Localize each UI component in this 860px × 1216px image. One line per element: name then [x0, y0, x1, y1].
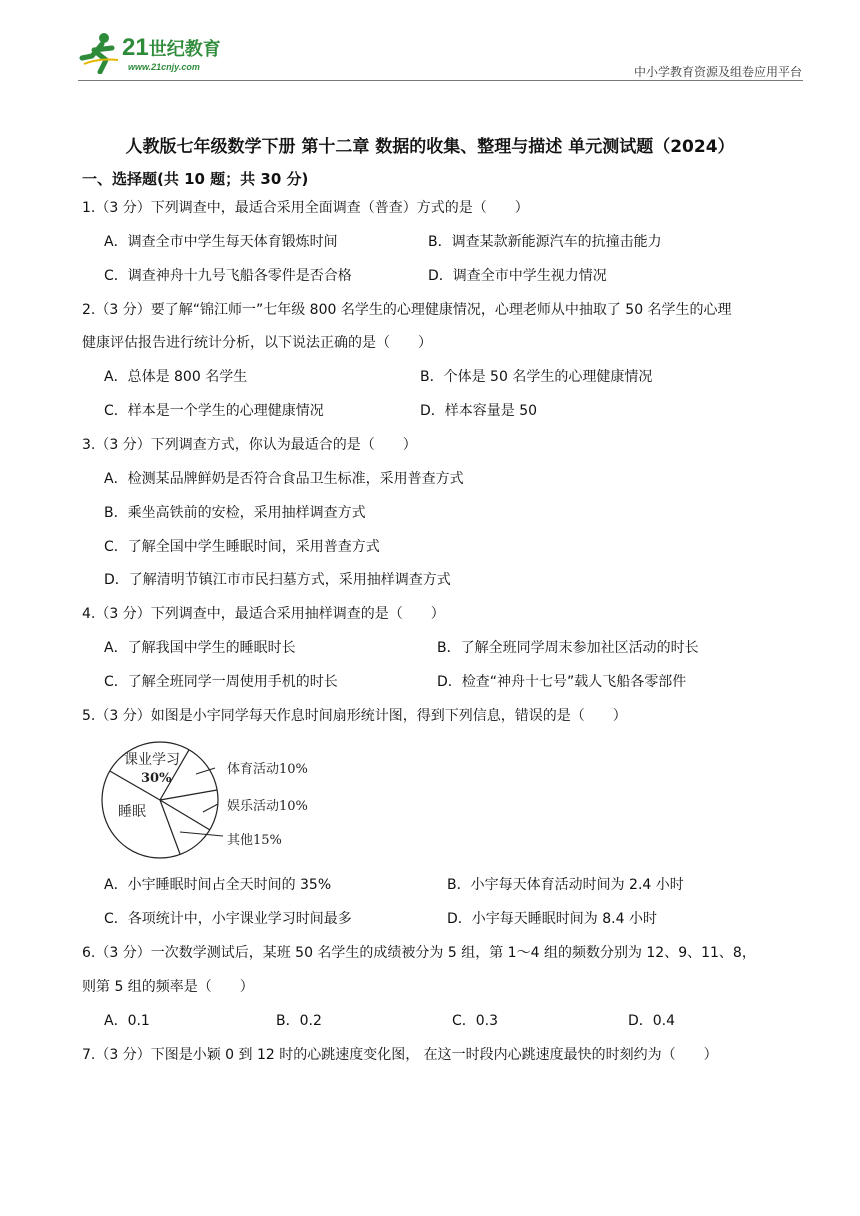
pie-label-other: 其他15%: [227, 833, 282, 848]
q2-option-d[interactable]: D．样本容量是 50: [420, 403, 538, 419]
q4-option-d[interactable]: D．检查“神舟十七号”载人飞船各零部件: [437, 674, 687, 690]
page-title: 人教版七年级数学下册 第十二章 数据的收集、整理与描述 单元测试题（2024）: [125, 137, 735, 157]
q4-option-b[interactable]: B．了解全班同学周末参加社区活动的时长: [437, 640, 699, 656]
q2-option-c[interactable]: C．样本是一个学生的心理健康情况: [104, 403, 324, 419]
time-pie-chart: [100, 740, 340, 860]
header-divider: [78, 80, 803, 81]
pie-label-study-pct: 30%: [141, 771, 172, 786]
logo-text: 21世纪教育: [122, 34, 221, 61]
q5-option-d[interactable]: D．小宇每天睡眠时间为 8.4 小时: [447, 911, 657, 927]
q5-option-c[interactable]: C．各项统计中，小宇课业学习时间最多: [104, 911, 352, 927]
q6-option-b[interactable]: B．0.2: [276, 1013, 322, 1029]
question-6-stem-line2: 则第 5 组的频率是（ ）: [82, 979, 254, 995]
other-leader-line: [180, 832, 223, 836]
sport-leader-line: [196, 768, 215, 774]
pie-label-study: 课业学习: [124, 752, 180, 768]
q3-option-d[interactable]: D．了解清明节镇江市市民扫墓方式，采用抽样调查方式: [104, 572, 451, 588]
pie-divider-3: [160, 800, 210, 830]
q6-option-d[interactable]: D．0.4: [628, 1013, 676, 1029]
section-heading: 一、选择题(共 10 题；共 30 分): [82, 170, 309, 188]
q3-option-c[interactable]: C．了解全国中学生睡眠时间，采用普查方式: [104, 539, 380, 555]
q1-option-a[interactable]: A．调查全市中学生每天体育锻炼时间: [104, 234, 338, 250]
platform-caption: 中小学教育资源及组卷应用平台: [633, 65, 802, 79]
q4-option-a[interactable]: A．了解我国中学生的睡眠时长: [104, 640, 296, 656]
q1-option-c[interactable]: C．调查神舟十九号飞船各零件是否合格: [104, 268, 352, 284]
q4-option-c[interactable]: C．了解全班同学一周使用手机的时长: [104, 674, 338, 690]
q6-option-a[interactable]: A．0.1: [104, 1013, 150, 1029]
question-7-stem: 7.（3 分）下图是小颖 0 到 12 时的心跳速度变化图， 在这一时段内心跳速度最快的时刻约为（ ）: [82, 1047, 718, 1063]
pie-label-sport: 体育活动10%: [227, 762, 308, 777]
pie-label-fun: 娱乐活动10%: [227, 799, 308, 814]
question-4-stem: 4.（3 分）下列调查中，最适合采用抽样调查的是（ ）: [82, 606, 445, 622]
pie-label-sleep: 睡眠: [118, 804, 146, 820]
q3-option-a[interactable]: A．检测某品牌鲜奶是否符合食品卫生标准，采用普查方式: [104, 471, 464, 487]
q1-option-b[interactable]: B．调查某款新能源汽车的抗撞击能力: [428, 234, 662, 250]
q2-option-b[interactable]: B．个体是 50 名学生的心理健康情况: [420, 369, 653, 385]
q6-option-c[interactable]: C．0.3: [452, 1013, 499, 1029]
q3-option-b[interactable]: B．乘坐高铁前的安检，采用抽样调查方式: [104, 505, 366, 521]
fun-leader-line: [203, 804, 218, 812]
logo-url: www.21cnjy.com: [128, 62, 200, 72]
q5-option-a[interactable]: A．小宇睡眠时间占全天时间的 35%: [104, 877, 332, 893]
q5-option-b[interactable]: B．小宇每天体育活动时间为 2.4 小时: [447, 877, 684, 893]
q2-option-a[interactable]: A．总体是 800 名学生: [104, 369, 248, 385]
site-logo: [78, 30, 268, 78]
question-3-stem: 3.（3 分）下列调查方式，你认为最适合的是（ ）: [82, 437, 417, 453]
pie-divider-4: [160, 800, 180, 854]
question-5-stem: 5.（3 分）如图是小宇同学每天作息时间扇形统计图，得到下列信息，错误的是（ ）: [82, 708, 627, 724]
page-header: [0, 0, 860, 84]
question-6-stem-line1: 6.（3 分）一次数学测试后，某班 50 名学生的成绩被分为 5 组，第 1～4 组的频数分别为 12、9、11、8，: [82, 945, 756, 961]
pie-divider-2: [160, 790, 217, 800]
question-2-stem-line2: 健康评估报告进行统计分析，以下说法正确的是（ ）: [82, 335, 432, 351]
question-1-stem: 1.（3 分）下列调查中，最适合采用全面调查（普查）方式的是（ ）: [82, 200, 529, 216]
q1-option-d[interactable]: D．调查全市中学生视力情况: [428, 268, 607, 284]
question-2-stem-line1: 2.（3 分）要了解“锦江师一”七年级 800 名学生的心理健康情况，心理老师从中抽取了 50 名学生的心理: [82, 302, 732, 318]
runner-icon: [78, 30, 122, 74]
